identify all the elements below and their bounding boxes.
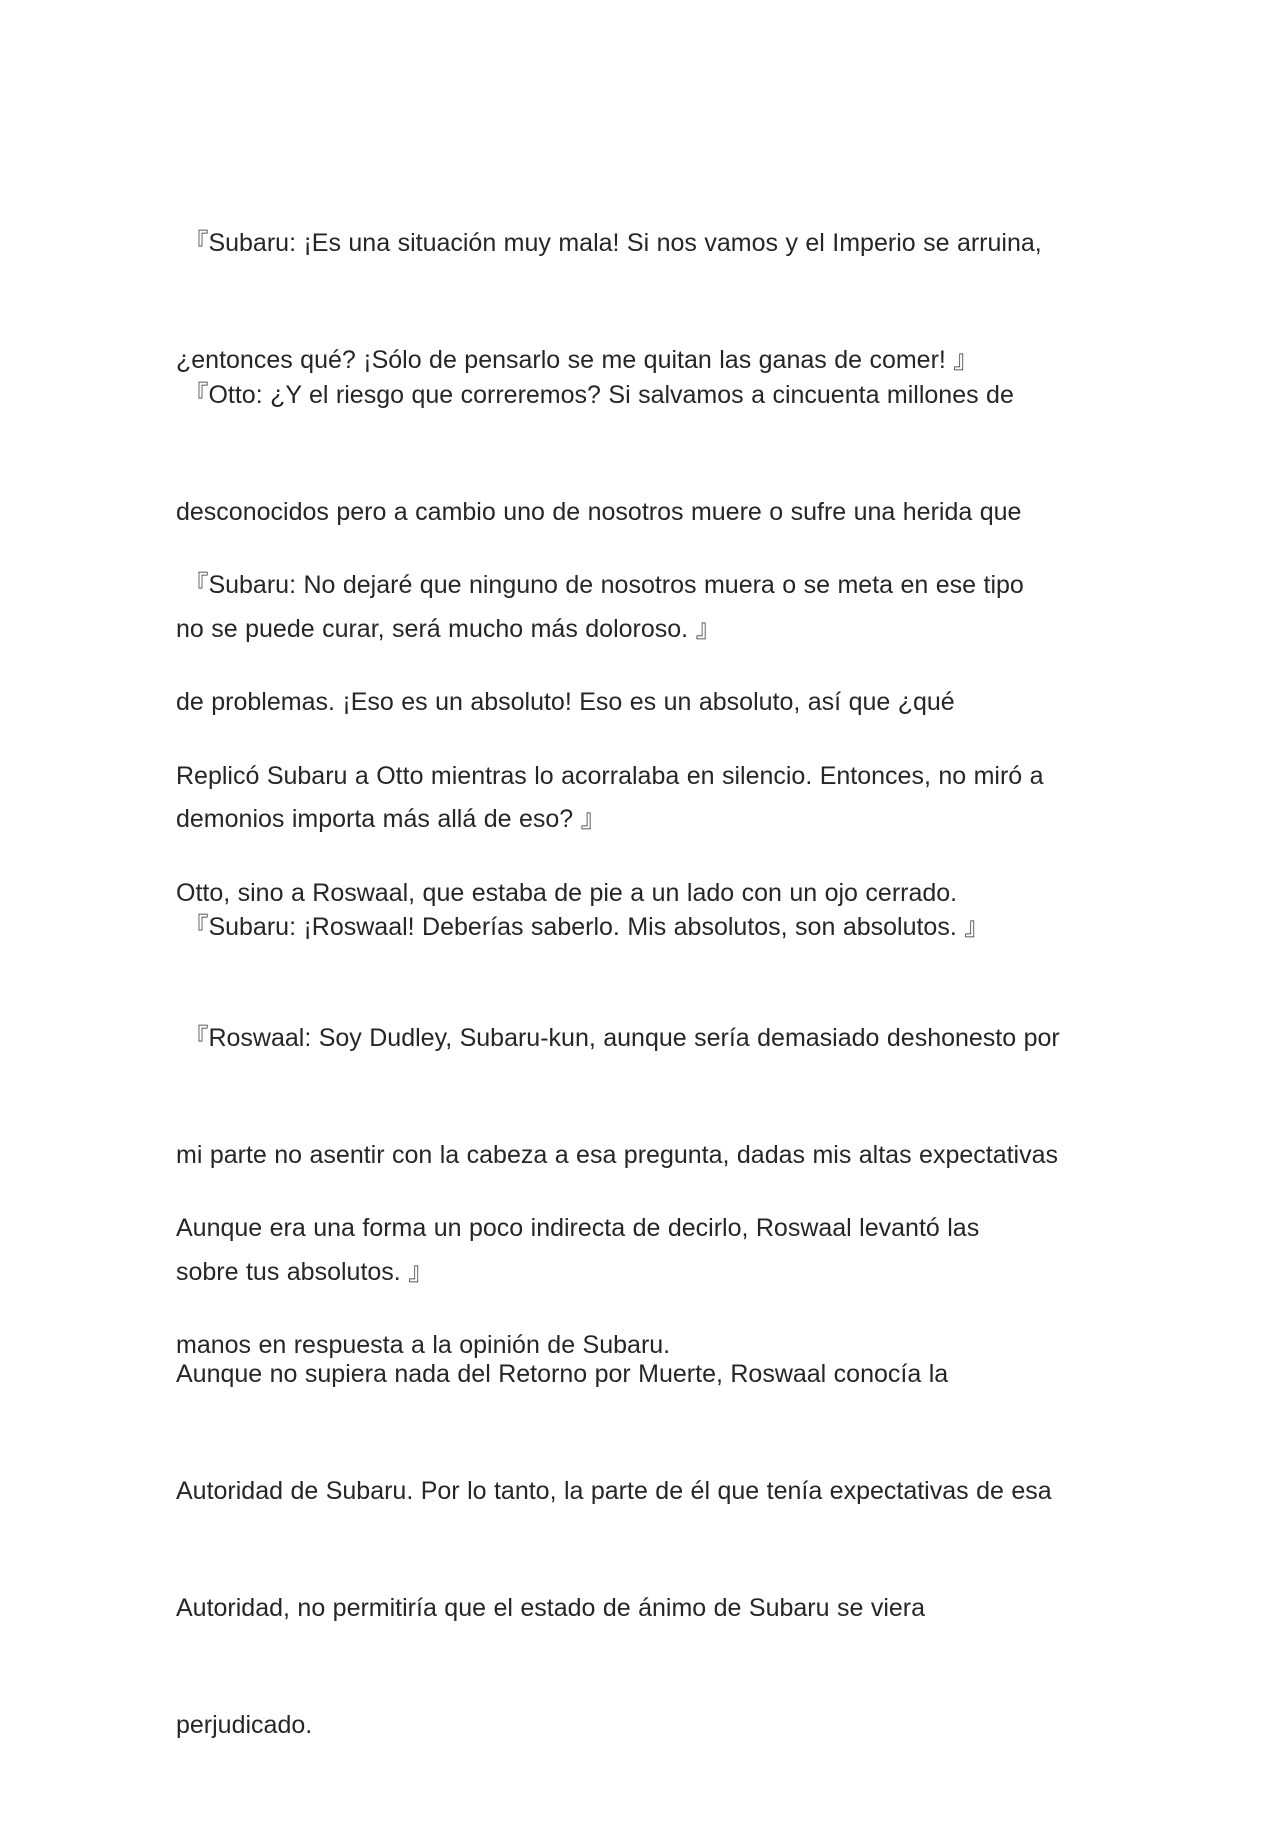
text-line: sobre tus absolutos. 』 [176,1258,434,1286]
paragraph-narration-retorno [176,1277,1106,1823]
text-line: de problemas. ¡Eso es un absoluto! Eso es un absoluto, así que ¿qué [176,688,955,716]
text-line: Aunque no supiera nada del Retorno por Muerte, Roswaal conocía la [176,1360,949,1388]
text-line: mi parte no asentir con la cabeza a esa pregunta, dadas mis altas expectativas [176,1141,1059,1169]
text-line: Autoridad de Subaru. Por lo tanto, la parte de él que tenía expectativas de esa [176,1477,1052,1505]
text-line: Autoridad, no permitiría que el estado de ánimo de Subaru se viera [176,1594,926,1622]
text-line: ¿entonces qué? ¡Sólo de pensarlo se me quitan las ganas de comer! 』 [176,346,979,374]
text-line: perjudicado. [176,1711,313,1739]
text-line: 『Subaru: ¡Roswaal! Deberías saberlo. Mis absolutos, son absolutos. 』 [176,913,990,941]
text-line: desconocidos pero a cambio uno de nosotros muere o sufre una herida que [176,498,1022,526]
text-line: 『Roswaal: Soy Dudley, Subaru-kun, aunque sería demasiado deshonesto por [176,1024,1060,1052]
text-line: Replicó Subaru a Otto mientras lo acorralaba en silencio. Entonces, no miró a [176,762,1044,790]
text-line: Otto, sino a Roswaal, que estaba de pie a un lado con un ojo cerrado. [176,879,958,907]
text-line: 『Subaru: ¡Es una situación muy mala! Si nos vamos y el Imperio se arruina, [176,229,1042,257]
text-line: 『Otto: ¿Y el riesgo que correremos? Si salvamos a cincuenta millones de [176,381,1014,409]
text-line: manos en respuesta a la opinión de Subaru. [176,1331,671,1359]
text-line: 『Subaru: No dejaré que ninguno de nosotros muera o se meta en ese tipo [176,571,1024,599]
text-line: demonios importa más allá de eso? 』 [176,805,606,833]
text-line: Aunque era una forma un poco indirecta de decirlo, Roswaal levantó las [176,1214,980,1242]
text-line: no se puede curar, será mucho más doloroso. 』 [176,615,721,643]
